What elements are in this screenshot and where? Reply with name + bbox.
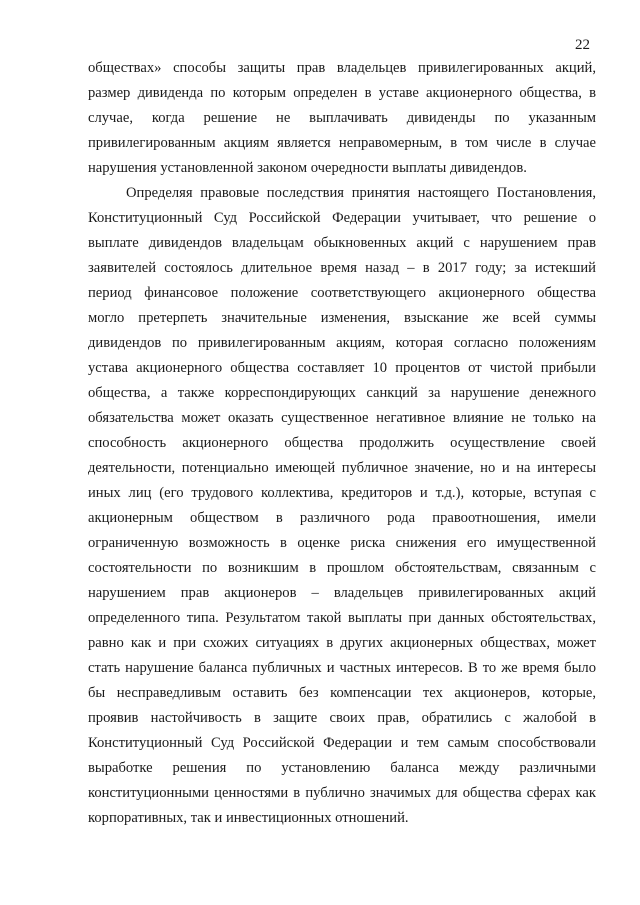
- text-line: корпоративных, так и инвестиционных отношений.: [88, 810, 409, 826]
- text-line: устава акционерного общества составляет 10 процентов от чистой прибыли: [88, 360, 596, 376]
- text-line: дивидендов по привилегированным акциям, которая согласно положениям: [88, 335, 596, 351]
- paragraph-1: [88, 56, 596, 181]
- text-line: случае, когда решение не выплачивать дивиденды по указанным: [88, 110, 596, 126]
- text-line: деятельности, потенциально имеющей публичное значение, но и на интересы: [88, 460, 596, 476]
- text-line: нарушения установленной законом очередности выплаты дивидендов.: [88, 160, 527, 176]
- body-text: [88, 56, 596, 831]
- text-line: стать нарушение баланса публичных и частных интересов. В то же время было: [88, 660, 596, 676]
- text-line: размер дивиденда по которым определен в уставе акционерного общества, в: [88, 85, 596, 101]
- text-line: могло претерпеть значительные изменения, взыскание же всей суммы: [88, 310, 596, 326]
- text-line: выплате дивидендов владельцам обыкновенных акций с нарушением прав: [88, 235, 596, 251]
- text-line: Конституционный Суд Российской Федерации и тем самым способствовали: [88, 735, 596, 751]
- paragraph-2: [88, 181, 596, 831]
- text-line: период финансовое положение соответствующего акционерного общества: [88, 285, 596, 301]
- text-line: общества, а также корреспондирующих санкций за нарушение денежного: [88, 385, 596, 401]
- text-line: бы несправедливым оставить без компенсации тех акционеров, которые,: [88, 685, 596, 701]
- text-line: проявив настойчивость в защите своих прав, обратились с жалобой в: [88, 710, 596, 726]
- text-line: способность акционерного общества продолжить осуществление своей: [88, 435, 596, 451]
- text-line: выработке решения по установлению баланса между различными: [88, 760, 596, 776]
- text-line: ограниченную возможность в оценке риска снижения его имущественной: [88, 535, 596, 551]
- text-line: Конституционный Суд Российской Федерации учитывает, что решение о: [88, 210, 596, 226]
- text-line: определенного типа. Результатом такой выплаты при данных обстоятельствах,: [88, 610, 596, 626]
- text-line: обществах» способы защиты прав владельцев привилегированных акций,: [88, 60, 596, 76]
- text-line: нарушением прав акционеров – владельцев привилегированных акций: [88, 585, 596, 601]
- text-line: иных лиц (его трудового коллектива, кредиторов и т.д.), которые, вступая с: [88, 485, 596, 501]
- text-line: привилегированным акциям является неправомерным, в том числе в случае: [88, 135, 596, 151]
- text-line: состоятельности по возникшим в прошлом обстоятельствам, связанным с: [88, 560, 596, 576]
- text-line: акционерным обществом в различного рода правоотношения, имели: [88, 510, 596, 526]
- text-line: обязательства может оказать существенное негативное влияние не только на: [88, 410, 596, 426]
- text-line: равно как и при схожих ситуациях в других акционерных обществах, может: [88, 635, 596, 651]
- page-number: 22: [575, 37, 590, 53]
- text-line: Определяя правовые последствия принятия настоящего Постановления,: [126, 185, 596, 201]
- text-line: заявителей состоялось длительное время назад – в 2017 году; за истекший: [88, 260, 596, 276]
- text-line: конституционными ценностями в публично значимых для общества сферах как: [88, 785, 596, 801]
